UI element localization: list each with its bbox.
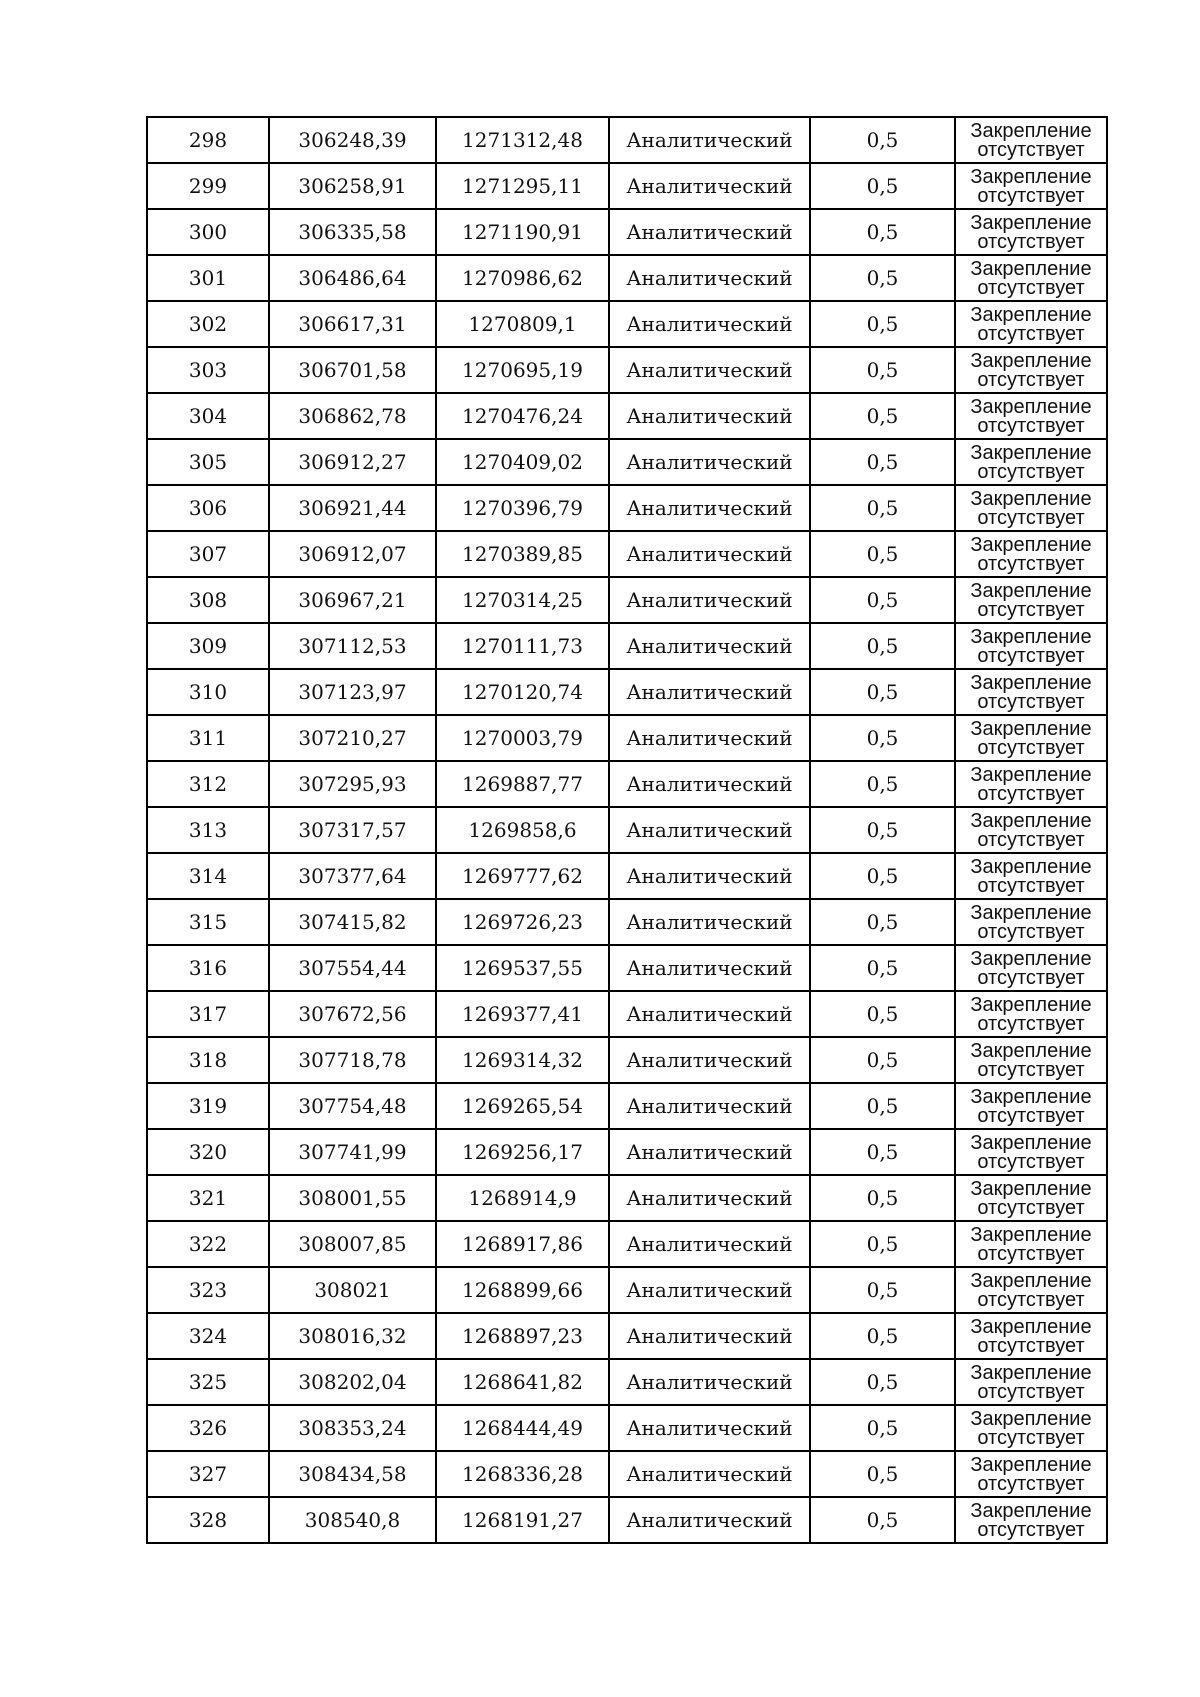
y-coordinate-cell: 1268191,27 [436, 1497, 609, 1543]
x-coordinate-cell: 306701,58 [269, 347, 436, 393]
fixation-text-line: Закрепление [970, 1039, 1092, 1062]
point-number-cell: 303 [147, 347, 269, 393]
fixation-text-line: Закрепление [970, 855, 1092, 878]
accuracy-cell: 0,5 [810, 853, 955, 899]
table-row [147, 255, 1107, 301]
point-number-cell: 326 [147, 1405, 269, 1451]
x-coordinate-cell: 307754,48 [269, 1083, 436, 1129]
fixation-text-line: отсутствует [977, 1196, 1085, 1219]
x-coordinate-cell: 306617,31 [269, 301, 436, 347]
point-number-cell: 323 [147, 1267, 269, 1313]
point-number-cell: 312 [147, 761, 269, 807]
fixation-text-line: отсутствует [977, 644, 1085, 667]
point-number-cell: 321 [147, 1175, 269, 1221]
fixation-text-line: отсутствует [977, 736, 1085, 759]
x-coordinate-cell: 307295,93 [269, 761, 436, 807]
method-cell: Аналитический [609, 255, 810, 301]
accuracy-cell: 0,5 [810, 531, 955, 577]
fixation-text-line: отсутствует [977, 230, 1085, 253]
accuracy-cell: 0,5 [810, 945, 955, 991]
fixation-text-line: отсутствует [977, 460, 1085, 483]
table-row [147, 761, 1107, 807]
y-coordinate-cell: 1269377,41 [436, 991, 609, 1037]
fixation-text-line: Закрепление [970, 1407, 1092, 1430]
y-coordinate-cell: 1270409,02 [436, 439, 609, 485]
fixation-text-line: Закрепление [970, 901, 1092, 924]
fixation-text-line: отсутствует [977, 828, 1085, 851]
x-coordinate-cell: 306248,39 [269, 117, 436, 163]
table-row [147, 1083, 1107, 1129]
x-coordinate-cell: 307210,27 [269, 715, 436, 761]
fixation-cell [955, 577, 1107, 623]
method-cell: Аналитический [609, 1129, 810, 1175]
table-row [147, 1221, 1107, 1267]
x-coordinate-cell: 307554,44 [269, 945, 436, 991]
fixation-text-line: Закрепление [970, 993, 1092, 1016]
method-cell: Аналитический [609, 577, 810, 623]
fixation-text-line: отсутствует [977, 690, 1085, 713]
table-body [147, 117, 1107, 1543]
table-row [147, 485, 1107, 531]
y-coordinate-cell: 1268899,66 [436, 1267, 609, 1313]
y-coordinate-cell: 1270809,1 [436, 301, 609, 347]
method-cell: Аналитический [609, 991, 810, 1037]
point-number-cell: 300 [147, 209, 269, 255]
method-cell: Аналитический [609, 1359, 810, 1405]
fixation-text-line: Закрепление [970, 809, 1092, 832]
fixation-cell [955, 807, 1107, 853]
method-cell: Аналитический [609, 1313, 810, 1359]
fixation-cell [955, 1313, 1107, 1359]
y-coordinate-cell: 1268336,28 [436, 1451, 609, 1497]
fixation-text-line: Закрепление [970, 487, 1092, 510]
y-coordinate-cell: 1268917,86 [436, 1221, 609, 1267]
fixation-text-line: отсутствует [977, 1104, 1085, 1127]
fixation-cell [955, 1405, 1107, 1451]
table-row [147, 1037, 1107, 1083]
method-cell: Аналитический [609, 1497, 810, 1543]
fixation-cell [955, 899, 1107, 945]
fixation-text-line: отсутствует [977, 184, 1085, 207]
point-number-cell: 316 [147, 945, 269, 991]
x-coordinate-cell: 307415,82 [269, 899, 436, 945]
y-coordinate-cell: 1270314,25 [436, 577, 609, 623]
fixation-text-line: Закрепление [970, 717, 1092, 740]
accuracy-cell: 0,5 [810, 991, 955, 1037]
method-cell: Аналитический [609, 439, 810, 485]
fixation-cell [955, 1267, 1107, 1313]
accuracy-cell: 0,5 [810, 1359, 955, 1405]
fixation-text-line: отсутствует [977, 966, 1085, 989]
accuracy-cell: 0,5 [810, 1267, 955, 1313]
accuracy-cell: 0,5 [810, 623, 955, 669]
fixation-text-line: Закрепление [970, 763, 1092, 786]
fixation-cell [955, 393, 1107, 439]
fixation-text-line: отсутствует [977, 1288, 1085, 1311]
method-cell: Аналитический [609, 853, 810, 899]
y-coordinate-cell: 1269777,62 [436, 853, 609, 899]
fixation-cell [955, 1497, 1107, 1543]
method-cell: Аналитический [609, 347, 810, 393]
point-number-cell: 299 [147, 163, 269, 209]
method-cell: Аналитический [609, 531, 810, 577]
fixation-text-line: Закрепление [970, 441, 1092, 464]
method-cell: Аналитический [609, 1267, 810, 1313]
table-row [147, 669, 1107, 715]
point-number-cell: 307 [147, 531, 269, 577]
fixation-cell [955, 1175, 1107, 1221]
point-number-cell: 324 [147, 1313, 269, 1359]
y-coordinate-cell: 1268444,49 [436, 1405, 609, 1451]
method-cell: Аналитический [609, 761, 810, 807]
fixation-text-line: отсутствует [977, 506, 1085, 529]
method-cell: Аналитический [609, 163, 810, 209]
point-number-cell: 308 [147, 577, 269, 623]
x-coordinate-cell: 306967,21 [269, 577, 436, 623]
table-row [147, 945, 1107, 991]
fixation-text-line: отсутствует [977, 552, 1085, 575]
method-cell: Аналитический [609, 393, 810, 439]
method-cell: Аналитический [609, 715, 810, 761]
y-coordinate-cell: 1270389,85 [436, 531, 609, 577]
accuracy-cell: 0,5 [810, 1037, 955, 1083]
x-coordinate-cell: 307112,53 [269, 623, 436, 669]
fixation-text-line: Закрепление [970, 671, 1092, 694]
point-number-cell: 310 [147, 669, 269, 715]
method-cell: Аналитический [609, 807, 810, 853]
table-row [147, 1451, 1107, 1497]
accuracy-cell: 0,5 [810, 301, 955, 347]
fixation-text-line: Закрепление [970, 1223, 1092, 1246]
fixation-cell [955, 255, 1107, 301]
fixation-cell [955, 1083, 1107, 1129]
x-coordinate-cell: 306912,27 [269, 439, 436, 485]
accuracy-cell: 0,5 [810, 1405, 955, 1451]
table-row [147, 209, 1107, 255]
point-number-cell: 302 [147, 301, 269, 347]
y-coordinate-cell: 1269858,6 [436, 807, 609, 853]
table-row [147, 347, 1107, 393]
x-coordinate-cell: 306486,64 [269, 255, 436, 301]
fixation-text-line: Закрепление [970, 1361, 1092, 1384]
table-row [147, 1359, 1107, 1405]
method-cell: Аналитический [609, 1221, 810, 1267]
table-row [147, 577, 1107, 623]
fixation-text-line: отсутствует [977, 322, 1085, 345]
accuracy-cell: 0,5 [810, 1175, 955, 1221]
table-row [147, 1175, 1107, 1221]
fixation-cell [955, 1037, 1107, 1083]
y-coordinate-cell: 1269314,32 [436, 1037, 609, 1083]
accuracy-cell: 0,5 [810, 1451, 955, 1497]
fixation-cell [955, 1451, 1107, 1497]
point-number-cell: 320 [147, 1129, 269, 1175]
fixation-text-line: Закрепление [970, 1131, 1092, 1154]
accuracy-cell: 0,5 [810, 255, 955, 301]
y-coordinate-cell: 1270476,24 [436, 393, 609, 439]
x-coordinate-cell: 308001,55 [269, 1175, 436, 1221]
point-number-cell: 309 [147, 623, 269, 669]
fixation-text-line: отсутствует [977, 598, 1085, 621]
y-coordinate-cell: 1269887,77 [436, 761, 609, 807]
method-cell: Аналитический [609, 899, 810, 945]
fixation-cell [955, 715, 1107, 761]
fixation-text-line: Закрепление [970, 533, 1092, 556]
table-row [147, 117, 1107, 163]
table-row [147, 163, 1107, 209]
point-number-cell: 322 [147, 1221, 269, 1267]
fixation-cell [955, 301, 1107, 347]
x-coordinate-cell: 307317,57 [269, 807, 436, 853]
fixation-text-line: Закрепление [970, 165, 1092, 188]
table-row [147, 1405, 1107, 1451]
coordinates-table [146, 116, 1108, 1544]
x-coordinate-cell: 307377,64 [269, 853, 436, 899]
point-number-cell: 305 [147, 439, 269, 485]
method-cell: Аналитический [609, 1083, 810, 1129]
table-row [147, 623, 1107, 669]
table-row [147, 301, 1107, 347]
table-row [147, 715, 1107, 761]
fixation-cell [955, 209, 1107, 255]
fixation-text-line: отсутствует [977, 1472, 1085, 1495]
method-cell: Аналитический [609, 209, 810, 255]
accuracy-cell: 0,5 [810, 117, 955, 163]
fixation-text-line: Закрепление [970, 349, 1092, 372]
y-coordinate-cell: 1268897,23 [436, 1313, 609, 1359]
fixation-text-line: Закрепление [970, 1085, 1092, 1108]
fixation-text-line: Закрепление [970, 119, 1092, 142]
point-number-cell: 327 [147, 1451, 269, 1497]
x-coordinate-cell: 307718,78 [269, 1037, 436, 1083]
fixation-cell [955, 623, 1107, 669]
fixation-text-line: отсутствует [977, 1426, 1085, 1449]
table-row [147, 1497, 1107, 1543]
fixation-text-line: отсутствует [977, 1058, 1085, 1081]
x-coordinate-cell: 308021 [269, 1267, 436, 1313]
fixation-text-line: отсутствует [977, 276, 1085, 299]
fixation-text-line: Закрепление [970, 579, 1092, 602]
table-row [147, 899, 1107, 945]
method-cell: Аналитический [609, 669, 810, 715]
method-cell: Аналитический [609, 1037, 810, 1083]
fixation-text-line: отсутствует [977, 874, 1085, 897]
point-number-cell: 304 [147, 393, 269, 439]
table-row [147, 991, 1107, 1037]
point-number-cell: 325 [147, 1359, 269, 1405]
method-cell: Аналитический [609, 301, 810, 347]
y-coordinate-cell: 1271295,11 [436, 163, 609, 209]
accuracy-cell: 0,5 [810, 1221, 955, 1267]
fixation-text-line: отсутствует [977, 414, 1085, 437]
fixation-text-line: отсутствует [977, 1334, 1085, 1357]
accuracy-cell: 0,5 [810, 715, 955, 761]
table-row [147, 439, 1107, 485]
fixation-text-line: отсутствует [977, 1518, 1085, 1541]
x-coordinate-cell: 306921,44 [269, 485, 436, 531]
fixation-cell [955, 669, 1107, 715]
x-coordinate-cell: 308540,8 [269, 1497, 436, 1543]
table-row [147, 853, 1107, 899]
x-coordinate-cell: 306335,58 [269, 209, 436, 255]
fixation-text-line: Закрепление [970, 395, 1092, 418]
fixation-text-line: отсутствует [977, 368, 1085, 391]
accuracy-cell: 0,5 [810, 393, 955, 439]
x-coordinate-cell: 307123,97 [269, 669, 436, 715]
point-number-cell: 319 [147, 1083, 269, 1129]
accuracy-cell: 0,5 [810, 577, 955, 623]
fixation-text-line: отсутствует [977, 920, 1085, 943]
fixation-text-line: Закрепление [970, 1269, 1092, 1292]
accuracy-cell: 0,5 [810, 669, 955, 715]
table-row [147, 1267, 1107, 1313]
method-cell: Аналитический [609, 945, 810, 991]
fixation-text-line: отсутствует [977, 138, 1085, 161]
fixation-text-line: отсутствует [977, 1150, 1085, 1173]
x-coordinate-cell: 307672,56 [269, 991, 436, 1037]
y-coordinate-cell: 1270111,73 [436, 623, 609, 669]
accuracy-cell: 0,5 [810, 899, 955, 945]
fixation-text-line: Закрепление [970, 1177, 1092, 1200]
fixation-text-line: Закрепление [970, 211, 1092, 234]
x-coordinate-cell: 308202,04 [269, 1359, 436, 1405]
accuracy-cell: 0,5 [810, 1497, 955, 1543]
fixation-text-line: Закрепление [970, 625, 1092, 648]
x-coordinate-cell: 308007,85 [269, 1221, 436, 1267]
fixation-text-line: отсутствует [977, 1380, 1085, 1403]
accuracy-cell: 0,5 [810, 761, 955, 807]
y-coordinate-cell: 1270695,19 [436, 347, 609, 393]
fixation-cell [955, 347, 1107, 393]
fixation-text-line: отсутствует [977, 1242, 1085, 1265]
point-number-cell: 328 [147, 1497, 269, 1543]
accuracy-cell: 0,5 [810, 485, 955, 531]
table-row [147, 1129, 1107, 1175]
point-number-cell: 313 [147, 807, 269, 853]
x-coordinate-cell: 308016,32 [269, 1313, 436, 1359]
y-coordinate-cell: 1269726,23 [436, 899, 609, 945]
y-coordinate-cell: 1269256,17 [436, 1129, 609, 1175]
x-coordinate-cell: 308353,24 [269, 1405, 436, 1451]
fixation-cell [955, 1129, 1107, 1175]
point-number-cell: 298 [147, 117, 269, 163]
y-coordinate-cell: 1269537,55 [436, 945, 609, 991]
accuracy-cell: 0,5 [810, 347, 955, 393]
table-row [147, 393, 1107, 439]
method-cell: Аналитический [609, 1405, 810, 1451]
fixation-text-line: Закрепление [970, 947, 1092, 970]
fixation-cell [955, 1221, 1107, 1267]
x-coordinate-cell: 306862,78 [269, 393, 436, 439]
fixation-cell [955, 991, 1107, 1037]
y-coordinate-cell: 1271312,48 [436, 117, 609, 163]
method-cell: Аналитический [609, 117, 810, 163]
x-coordinate-cell: 307741,99 [269, 1129, 436, 1175]
accuracy-cell: 0,5 [810, 807, 955, 853]
accuracy-cell: 0,5 [810, 1129, 955, 1175]
fixation-cell [955, 531, 1107, 577]
table-row [147, 807, 1107, 853]
accuracy-cell: 0,5 [810, 1313, 955, 1359]
fixation-cell [955, 163, 1107, 209]
x-coordinate-cell: 306912,07 [269, 531, 436, 577]
method-cell: Аналитический [609, 1451, 810, 1497]
fixation-text-line: Закрепление [970, 257, 1092, 280]
accuracy-cell: 0,5 [810, 439, 955, 485]
y-coordinate-cell: 1271190,91 [436, 209, 609, 255]
table-row [147, 531, 1107, 577]
y-coordinate-cell: 1270120,74 [436, 669, 609, 715]
point-number-cell: 306 [147, 485, 269, 531]
point-number-cell: 317 [147, 991, 269, 1037]
point-number-cell: 301 [147, 255, 269, 301]
point-number-cell: 315 [147, 899, 269, 945]
point-number-cell: 318 [147, 1037, 269, 1083]
y-coordinate-cell: 1270396,79 [436, 485, 609, 531]
fixation-text-line: отсутствует [977, 1012, 1085, 1035]
x-coordinate-cell: 308434,58 [269, 1451, 436, 1497]
fixation-cell [955, 117, 1107, 163]
method-cell: Аналитический [609, 623, 810, 669]
fixation-text-line: Закрепление [970, 1499, 1092, 1522]
accuracy-cell: 0,5 [810, 163, 955, 209]
point-number-cell: 314 [147, 853, 269, 899]
fixation-cell [955, 1359, 1107, 1405]
fixation-cell [955, 485, 1107, 531]
fixation-text-line: отсутствует [977, 782, 1085, 805]
point-number-cell: 311 [147, 715, 269, 761]
y-coordinate-cell: 1269265,54 [436, 1083, 609, 1129]
fixation-text-line: Закрепление [970, 1453, 1092, 1476]
method-cell: Аналитический [609, 1175, 810, 1221]
table-row [147, 1313, 1107, 1359]
y-coordinate-cell: 1270003,79 [436, 715, 609, 761]
x-coordinate-cell: 306258,91 [269, 163, 436, 209]
accuracy-cell: 0,5 [810, 1083, 955, 1129]
y-coordinate-cell: 1268641,82 [436, 1359, 609, 1405]
fixation-cell [955, 945, 1107, 991]
fixation-text-line: Закрепление [970, 303, 1092, 326]
method-cell: Аналитический [609, 485, 810, 531]
fixation-cell [955, 761, 1107, 807]
fixation-cell [955, 439, 1107, 485]
y-coordinate-cell: 1268914,9 [436, 1175, 609, 1221]
accuracy-cell: 0,5 [810, 209, 955, 255]
fixation-cell [955, 853, 1107, 899]
fixation-text-line: Закрепление [970, 1315, 1092, 1338]
y-coordinate-cell: 1270986,62 [436, 255, 609, 301]
